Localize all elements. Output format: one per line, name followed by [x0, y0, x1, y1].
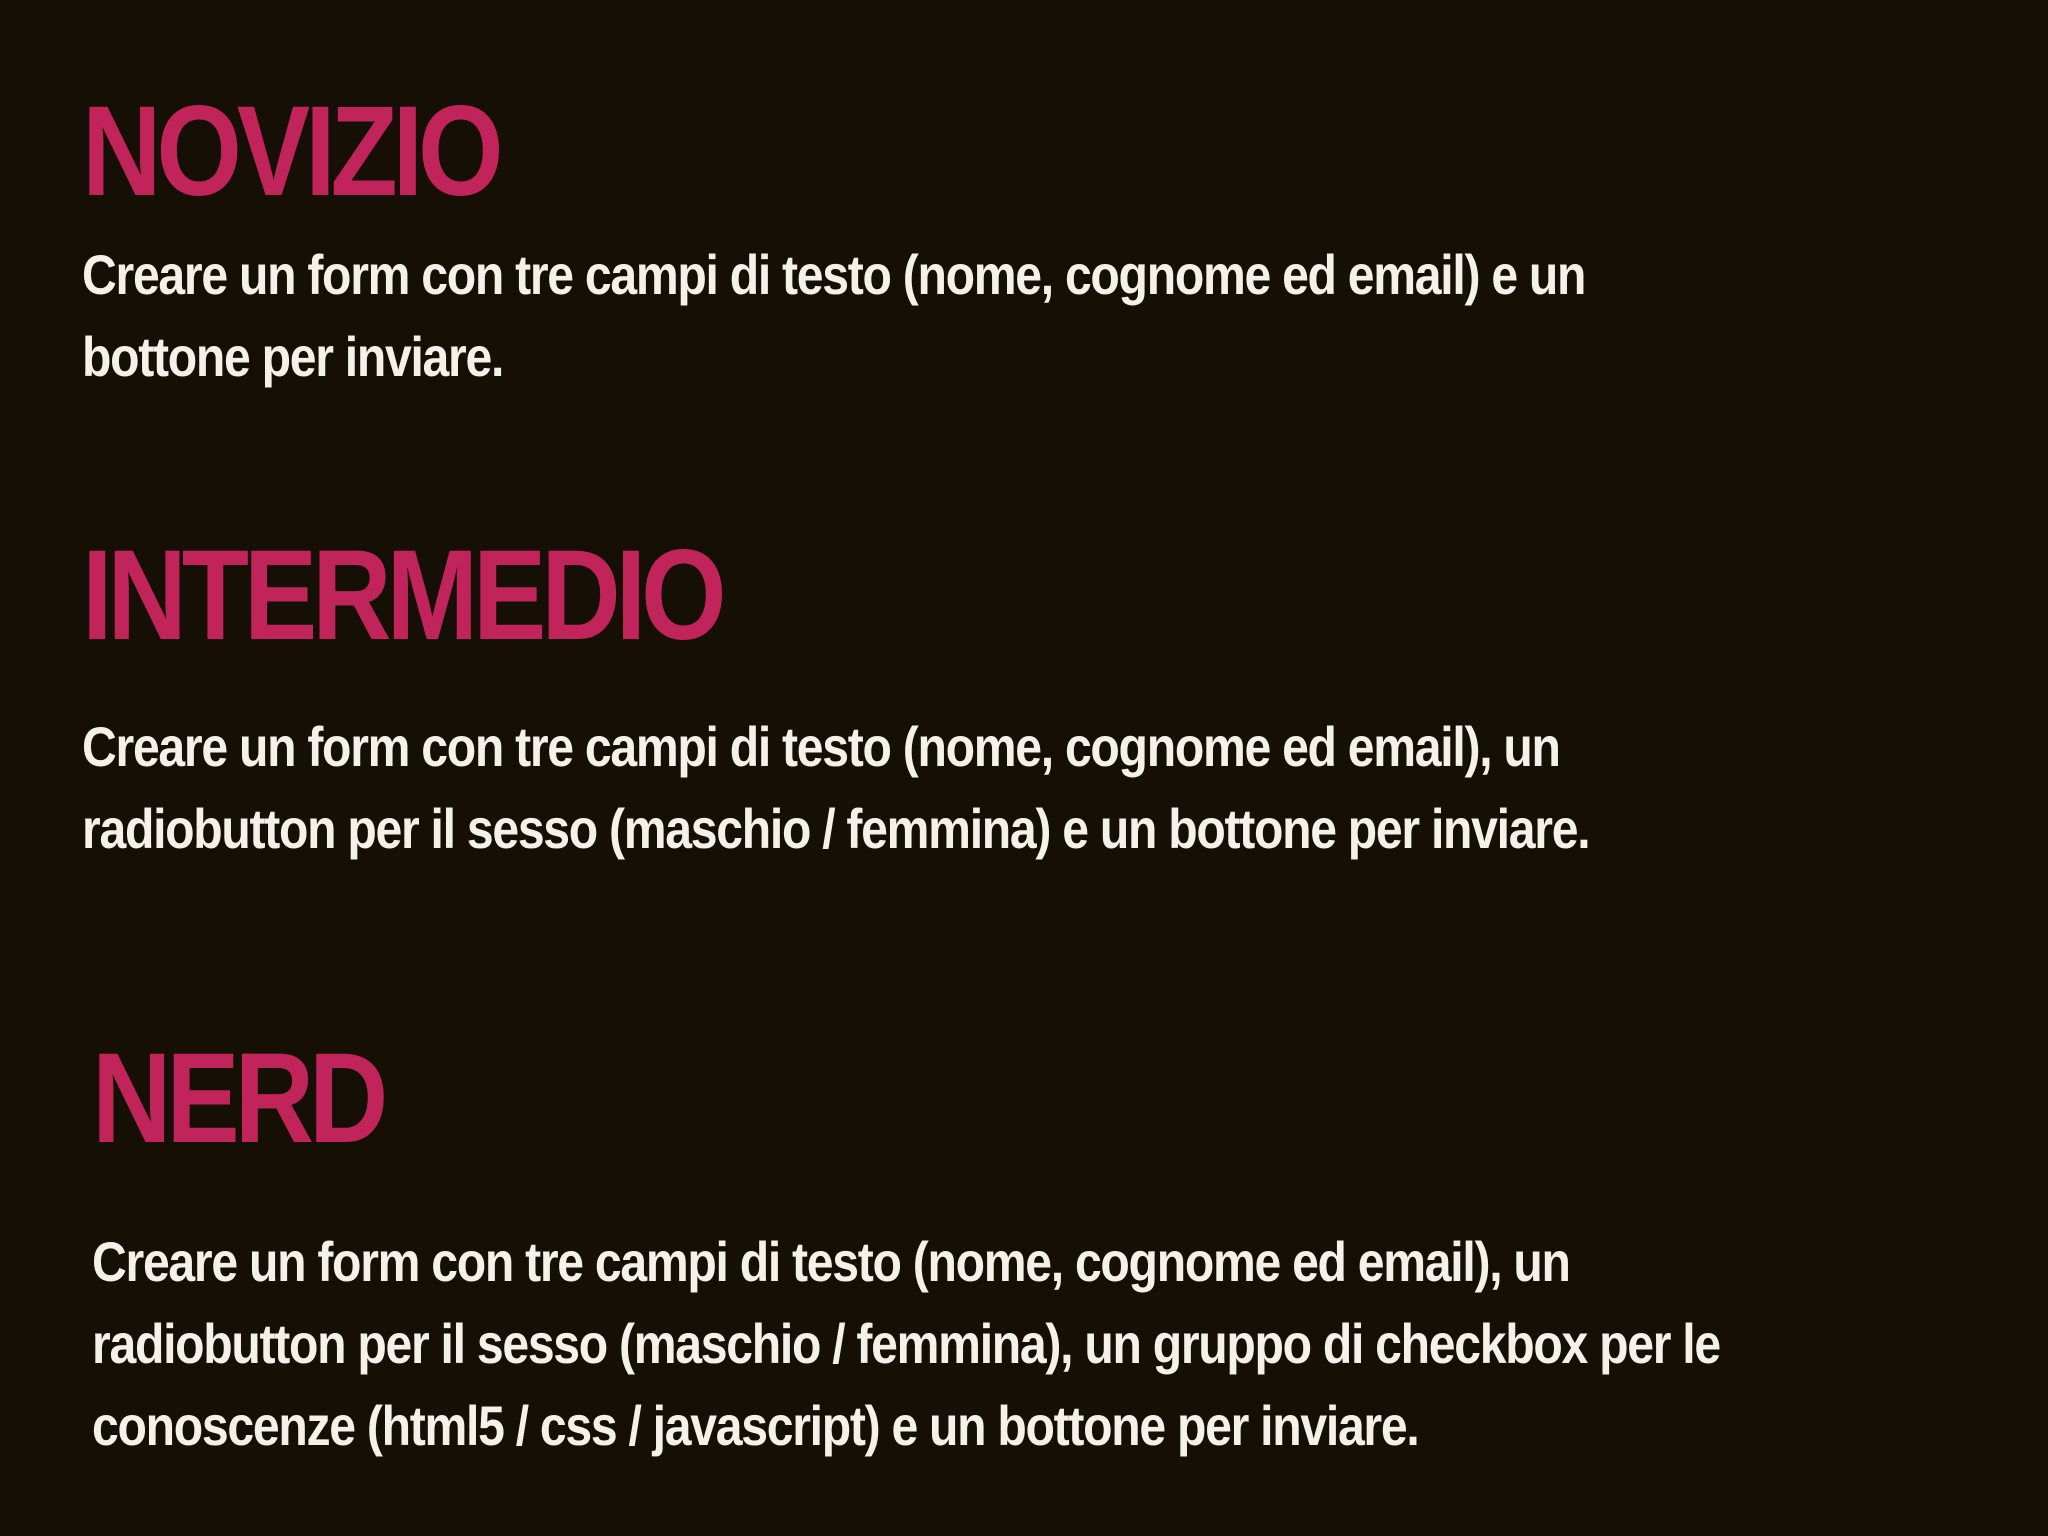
- level-nerd: [92, 1027, 1720, 1457]
- level-description-nerd: Creare un form con tre campi di testo (nome, cognome ed email), un radiobutton per il sesso (maschio / femmina), un gruppo di checkbox per le conoscenze (html5 / css / javascript) e un bottone per inviare.: [92, 1230, 1720, 1457]
- level-title-nerd: NERD: [92, 1027, 384, 1170]
- level-description-novizio: Creare un form con tre campi di testo (nome, cognome ed email) e un bottone per inviare.: [82, 243, 1586, 388]
- level-title-intermedio: INTERMEDIO: [82, 524, 722, 667]
- level-title-novizio: NOVIZIO: [82, 80, 499, 223]
- level-description-intermedio: Creare un form con tre campi di testo (nome, cognome ed email), un radiobutton per il sesso (maschio / femmina) e un bottone per inviare.: [82, 715, 1590, 860]
- level-intermedio: [82, 524, 1590, 860]
- level-novizio: [82, 80, 1586, 388]
